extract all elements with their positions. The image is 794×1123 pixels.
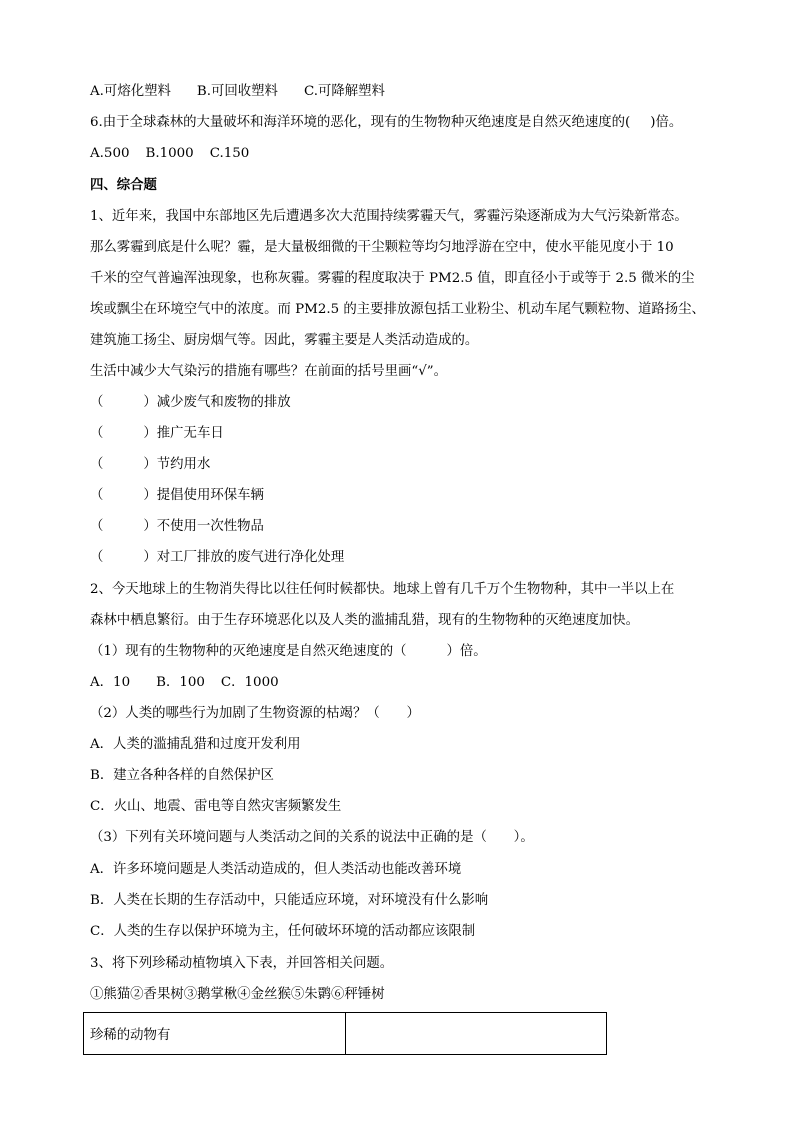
q6-option-c: C.150 bbox=[209, 146, 250, 161]
p3-stem: 3、将下列珍稀动植物填入下表，并回答相关问题。 bbox=[90, 956, 394, 971]
p2-sub3-stem: （3）下列有关环境问题与人类活动之间的关系的说法中正确的是（ ）。 bbox=[90, 830, 534, 845]
section-title: 四、综合题 bbox=[90, 177, 157, 193]
measure-item: （ ）节约用水 bbox=[90, 457, 211, 472]
p1-prompt: 生活中减少大气染污的措施有哪些？在前面的括号里画“√”。 bbox=[90, 364, 447, 379]
measure-item: （ ）不使用一次性物品 bbox=[90, 519, 264, 534]
p2-sub2-option-b: B．建立各种各样的自然保护区 bbox=[90, 768, 274, 783]
p2-sub2-option-c: C．火山、地震、雷电等自然灾害频繁发生 bbox=[90, 799, 342, 814]
q5-option-a: A.可熔化塑料 bbox=[90, 84, 171, 99]
q6-option-a: A.500 bbox=[90, 146, 130, 161]
p2-sub1-option-b: B．100 bbox=[156, 675, 205, 690]
p2-sub1-options bbox=[90, 673, 279, 693]
measure-item: （ ）对工厂排放的废气进行净化处理 bbox=[90, 550, 345, 565]
p2-sub3-option-c: C．人类的生存以保护环境为主，任何破坏环境的活动都应该限制 bbox=[90, 924, 476, 939]
measure-item: （ ）减少废气和废物的排放 bbox=[90, 395, 291, 410]
p1-line: 建筑施工扬尘、厨房烟气等。因此，雾霾主要是人类活动造成的。 bbox=[90, 333, 479, 348]
q5-option-b: B.可回收塑料 bbox=[196, 84, 278, 99]
p2-sub3-option-a: A．许多环境问题是人类活动造成的，但人类活动也能改善环境 bbox=[90, 862, 462, 877]
table-answer-cell[interactable] bbox=[346, 1013, 607, 1055]
measure-item: （ ）提倡使用环保车辆 bbox=[90, 488, 264, 503]
table-row bbox=[84, 1013, 607, 1055]
p2-sub1-stem: （1）现有的生物物种的灭绝速度是自然灭绝速度的（ ）倍。 bbox=[90, 644, 487, 659]
measure-item: （ ）推广无车日 bbox=[90, 426, 224, 441]
p2-sub2-option-a: A．人类的滥捕乱猎和过度开发利用 bbox=[90, 737, 301, 752]
q6-option-b: B.1000 bbox=[145, 146, 194, 161]
p3-items: ①熊猫②香果树③鹅掌楸④金丝猴⑤朱鹮⑥秤锤树 bbox=[90, 987, 385, 1002]
p2-line: 森林中栖息繁衍。由于生存环境恶化以及人类的滥捕乱猎，现有的生物物种的灭绝速度加快。 bbox=[90, 613, 640, 628]
p2-sub3-option-b: B．人类在长期的生存活动中，只能适应环境，对环境没有什么影响 bbox=[90, 893, 489, 908]
p1-line: 埃或飘尘在环境空气中的浓度。而 PM2.5 的主要排放源包括工业粉尘、机动车尾气颗粒物、道路扬尘、 bbox=[90, 302, 705, 317]
p2-sub1-option-c: C．1000 bbox=[220, 675, 279, 690]
p1-line: 那么雾霾到底是什么呢？霾，是大量极细微的干尘颗粒等均匀地浮游在空中，使水平能见度小于 10 bbox=[90, 240, 674, 255]
q6-stem: 6.由于全球森林的大量破坏和海洋环境的恶化，现有的生物物种灭绝速度是自然灭绝速度的( )倍。 bbox=[90, 115, 683, 130]
p1-line: 千米的空气普遍浑浊现象，也称灰霾。雾霾的程度取决于 PM2.5 值，即直径小于或等于 2.5 微米的尘 bbox=[90, 271, 695, 286]
p2-sub2-stem: （2）人类的哪些行为加剧了生物资源的枯竭？（ ） bbox=[90, 706, 420, 721]
rare-species-table bbox=[83, 1012, 607, 1055]
q5-option-c: C.可降解塑料 bbox=[303, 84, 385, 99]
q6-options bbox=[90, 144, 249, 164]
p2-sub1-option-a: A．10 bbox=[90, 675, 131, 690]
p2-line: 2、今天地球上的生物消失得比以往任何时候都快。地球上曾有几千万个生物物种，其中一半以上在 bbox=[90, 582, 675, 597]
p1-line: 1、近年来，我国中东部地区先后遭遇多次大范围持续雾霾天气，雾霾污染逐渐成为大气污染新常态。 bbox=[90, 209, 688, 224]
table-label-cell: 珍稀的动物有 bbox=[84, 1013, 346, 1055]
q5-options bbox=[90, 82, 385, 102]
